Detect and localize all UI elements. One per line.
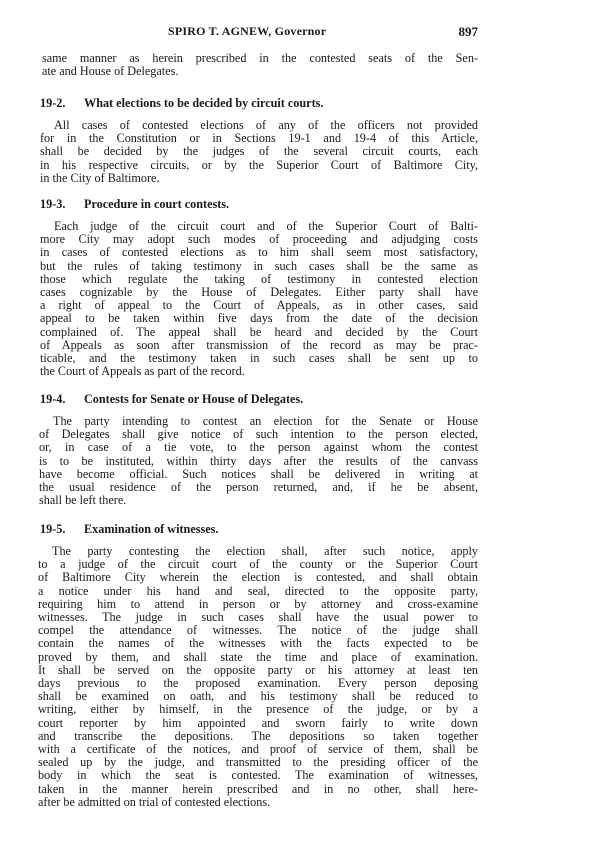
section-19-2 (38, 96, 478, 185)
section-title: Examination of witnesses. (84, 522, 219, 536)
text-line: more City may adopt such modes of proceeding and adjudging costs (40, 232, 478, 247)
section-title: Contests for Senate or House of Delegates. (84, 392, 304, 406)
text-line: sealed up by the judge, and transmitted to the presiding officer of the (38, 755, 478, 770)
text-line: appeal to be taken within five days from the date of the decision (40, 311, 478, 326)
text-line: shall be left there. (39, 493, 127, 508)
text-line: have become official. Such notices shall be delivered in writing at (39, 466, 478, 481)
text-line: The party intending to contest an election for the Senate or House (53, 414, 478, 428)
text-line: court reporter by him appointed and sworn fairly to write down (38, 715, 478, 730)
section-body (38, 119, 478, 185)
section-body (38, 220, 478, 378)
section-19-5 (38, 522, 478, 809)
text-line: of Baltimore City wherein the election is contested, and shall obtain (38, 570, 478, 585)
text-line: for in the Constitution or in Sections 19-1 and 19-4 of this Article, (40, 131, 478, 146)
section-number: 19-2. (40, 96, 66, 110)
text-line: proved by them, and shall state the time and place of examination. (38, 649, 478, 664)
section-number: 19-4. (40, 392, 66, 406)
text-line: of Delegates shall give notice of such intention to the person elected, (39, 427, 478, 442)
text-line: shall be decided by the judges of the several circuit courts, each (40, 144, 478, 159)
text-line: a right of appeal to the Court of Appeals, as in other cases, said (40, 298, 478, 313)
section-body (38, 415, 478, 507)
section-title: What elections to be decided by circuit courts. (84, 96, 324, 110)
text-line: cases cognizable by the House of Delegates. Either party shall have (40, 285, 478, 300)
text-line: complained of. The appeal shall be heard and decided by the Court (40, 324, 478, 339)
section-heading (40, 96, 478, 111)
text-line: the Court of Appeals as part of the record. (40, 364, 245, 379)
section-number: 19-3. (40, 197, 66, 211)
text-line: those which regulate the taking of testimony in contested election (40, 271, 478, 286)
text-line: Each judge of the circuit court and of the Superior Court of Balti- (54, 219, 478, 233)
running-title: SPIRO T. AGNEW, Governor (168, 24, 327, 38)
text-line: after be admitted on trial of contested elections. (38, 794, 271, 809)
text-line: contain the names of the witnesses with the facts expected to be (38, 636, 478, 651)
text-line: days previous to the proposed examination. Every person deposing (38, 676, 478, 691)
text-line: or, in case of a tie vote, to the person against whom the contest (39, 440, 478, 455)
text-line: compel the attendance of witnesses. The notice of the judge shall (38, 623, 478, 638)
section-19-4 (38, 392, 478, 507)
continuation-paragraph (42, 52, 478, 78)
text-line: ate and House of Delegates. (42, 64, 179, 79)
text-line: in his respective circuits, or by the Superior Court of Baltimore City, (40, 157, 478, 172)
running-head (38, 24, 478, 44)
text-line: to a judge of the circuit court of the county or the Superior Court (38, 557, 478, 572)
section-heading (40, 392, 478, 407)
text-line: The party contesting the election shall, after such notice, apply (52, 544, 478, 558)
text-line: the usual residence of the person returned, and, if he be absent, (39, 480, 478, 495)
text-line: ticable, and the testimony taken in such cases shall be sent up to (40, 351, 478, 366)
text-line: taken in the manner herein prescribed and in no other, shall here- (38, 781, 478, 796)
text-line: same manner as herein prescribed in the contested seats of the Sen- (42, 51, 478, 65)
text-line: It shall be served on the opposite party or his attorney at least ten (38, 662, 478, 677)
text-line: and transcribe the depositions. The depositions so taken together (38, 728, 478, 743)
text-line: with a certificate of the notices, and proof of service of them, shall be (38, 742, 478, 757)
section-number: 19-5. (40, 522, 66, 536)
text-line: writing, either by himself, in the presence of the judge, or by a (38, 702, 478, 717)
text-line: witnesses. The judge in such cases shall have the usual power to (38, 610, 478, 625)
section-body (38, 545, 478, 809)
section-title: Procedure in court contests. (84, 197, 230, 211)
text-line: All cases of contested elections of any of the officers not provided (54, 118, 478, 132)
text-line: body in which the seat is contested. The examination of witnesses, (38, 768, 478, 783)
text-line: shall be examined on oath, and his testimony shall be reduced to (38, 689, 478, 704)
section-heading (40, 522, 478, 537)
text-line: in cases of contested elections as to him shall seem most satisfactory, (40, 245, 478, 260)
section-heading (40, 197, 478, 212)
page-number: 897 (458, 24, 478, 39)
section-19-3 (38, 197, 478, 378)
text-line: of Appeals as soon after transmission of the record as may be prac- (40, 337, 478, 352)
text-line: requiring him to attend in person or by attorney and cross-examine (38, 596, 478, 611)
text-line: is to be instituted, within thirty days after the results of the canvass (39, 453, 478, 468)
text-line: but the rules of taking testimony in such cases shall be the same as (40, 258, 478, 273)
text-line: in the City of Baltimore. (40, 170, 160, 185)
text-line: a notice under his hand and seal, directed to the opposite party, (38, 583, 478, 598)
